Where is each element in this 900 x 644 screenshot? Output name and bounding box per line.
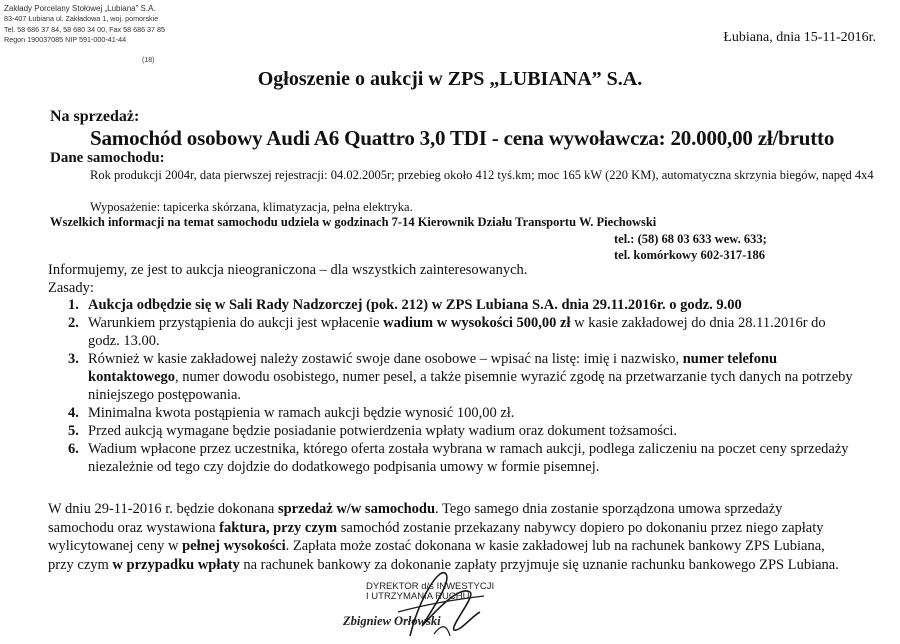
tel-label: tel.: bbox=[614, 232, 635, 246]
info-line: Informujemy, ze jest to aukcja nieograniczona – dla wszystkich zainteresowanych. bbox=[48, 262, 528, 278]
rule-item: 5. Przed aukcją wymagane będzie posiadanie potwierdzenia wpłaty wadium oraz dokument tożsamości. bbox=[68, 423, 678, 439]
document-date: Łubiana, dnia 15-11-2016r. bbox=[723, 30, 876, 45]
contact-mobile bbox=[614, 248, 765, 263]
rules-heading: Zasady: bbox=[48, 280, 94, 296]
company-code: (18) bbox=[142, 57, 155, 64]
rules-list bbox=[68, 296, 858, 476]
rule-item: 4. Minimalna kwota postąpienia w ramach aukcji będzie wynosić 100,00 zł. bbox=[68, 405, 515, 421]
rule-item: 6. Wadium wpłacone przez uczestnika, którego oferta została wybrana w ramach aukcji, podlega zaliczeniu na poczet ceny sprzedaży niezależnie od tego czy dojdzie do dodatkowego podpisania umowy w formie pisemnej. bbox=[68, 441, 849, 475]
car-details-heading: Dane samochodu: bbox=[50, 150, 165, 166]
mobile-value: 602-317-186 bbox=[700, 248, 766, 262]
rule-item: 3. Również w kasie zakładowej należy zostawić swoje dane osobowe – wpisać na listę: imię i nazwisko, numer telefonu kontaktowego, numer dowodu osobistego, numer pesel, a także pisemnie wyrazić zgodę na przetwarzanie tych danych na potrzeby niniejszego postępowania. bbox=[68, 351, 853, 403]
company-name: Zakłady Porcelany Stołowej „Lubiana” S.A. bbox=[4, 4, 156, 13]
car-details-text: Rok produkcji 2004r, data pierwszej rejestracji: 04.02.2005r; przebieg około 412 tyś.km; moc 165 kW (220 KM), automatyczna skrzynia biegów, napęd 4x4 bbox=[90, 168, 874, 182]
car-equipment: Wyposażenie: tapicerka skórzana, klimatyzacja, pełna elektryka. bbox=[90, 200, 413, 214]
mobile-label: tel. komórkowy bbox=[614, 248, 698, 262]
sale-heading: Na sprzedaż: bbox=[50, 108, 140, 125]
final-paragraph: W dniu 29-11-2016 r. będzie dokonana sprzedaż w/w samochodu. Tego samego dnia zostanie sporządzona umowa sprzedaży samochodu oraz wystawiona faktura, przy czym samochód zostanie przekazany nabywcy dopiero po dokonaniu przez niego zapłaty wylicytowanej ceny w pełnej wysokości. Zapłata może zostać dokonana w kasie zakładowej lub na rachunek bankowy ZPS Lubiana, przy czym w przypadku wpłaty na rachunek bankowy za dokonanie zapłaty przyjmuje się uznanie rachunku bankowego ZPS Lubiana. bbox=[48, 501, 839, 573]
company-address: 83-407 Łubiana ul. Zakładowa 1, woj. pomorskie bbox=[4, 14, 159, 24]
document-title: Ogłoszenie o aukcji w ZPS „LUBIANA” S.A. bbox=[257, 68, 643, 90]
contact-phone bbox=[614, 232, 767, 247]
stamp-line-1: DYREKTOR d/s INWESTYCJI bbox=[366, 581, 495, 592]
signer-name: Zbigniew Orłowski bbox=[343, 614, 441, 628]
stamp-line-2: I UTRZYMANIA RUCHU bbox=[366, 591, 470, 602]
rule-item: 1. Aukcja odbędzie się w Sali Rady Nadzorczej (pok. 212) w ZPS Lubiana S.A. dnia 29.11.2016r. o godz. 9.00 bbox=[68, 297, 742, 313]
rule-item: 2. Warunkiem przystąpienia do aukcji jest wpłacenie wadium w wysokości 500,00 zł w kasie zakładowej do dnia 28.11.2016r do godz. 13.00. bbox=[68, 315, 826, 349]
handwritten-signature bbox=[380, 556, 490, 642]
contact-info: Wszelkich informacji na temat samochodu udziela w godzinach 7-14 Kierownik Działu Transportu W. Piechowski bbox=[50, 215, 657, 229]
company-header bbox=[4, 4, 166, 64]
company-ids: Regon 190037085 NIP 591-000-41-44 bbox=[4, 35, 127, 45]
company-phones: Tel. 58 686 37 84, 58 680 34 00, Fax 58 686 37 85 bbox=[4, 24, 166, 34]
car-offer: Samochód osobowy Audi A6 Quattro 3,0 TDI - cena wywoławcza: 20.000,00 zł/brutto bbox=[90, 126, 835, 150]
tel-value: (58) 68 03 633 wew. 633; bbox=[637, 232, 767, 246]
